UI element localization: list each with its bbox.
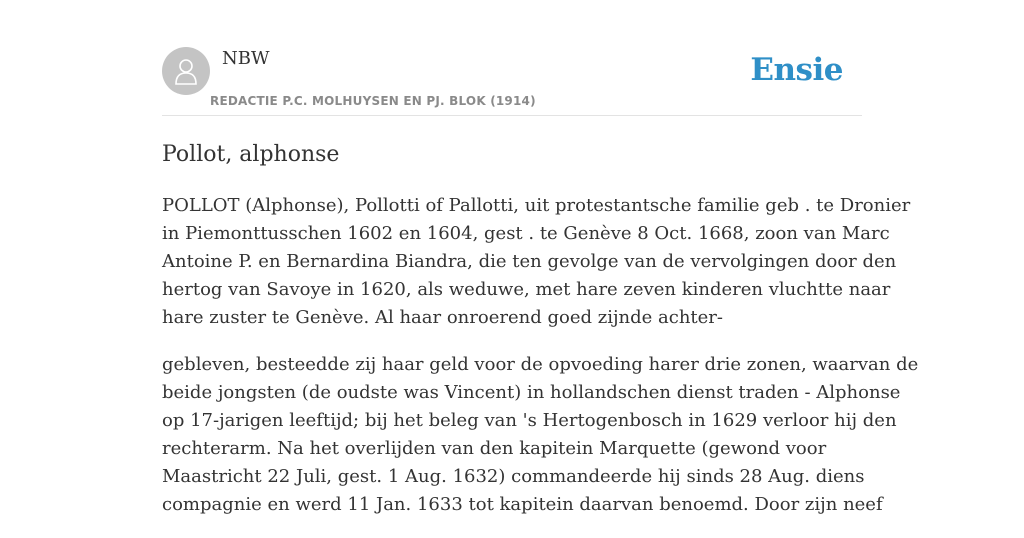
user-icon bbox=[173, 57, 199, 85]
author-avatar[interactable] bbox=[162, 47, 210, 95]
text-line: hertog van Savoye in 1620, als weduwe, met hare zeven kinderen vluchtte naar bbox=[162, 279, 891, 300]
text-line: gebleven, besteedde zij haar geld voor de opvoeding harer drie zonen, waarvan de bbox=[162, 354, 919, 375]
text-line: hare zuster te Genève. Al haar onroerend goed zijnde achter- bbox=[162, 307, 723, 328]
text-line: Antoine P. en Bernardina Biandra, die ten gevolge van de vervolgingen door den bbox=[162, 251, 897, 272]
author-byline: REDACTIE P.C. MOLHUYSEN EN PJ. BLOK (1914) bbox=[210, 94, 536, 108]
article-body bbox=[162, 192, 919, 538]
text-line: compagnie en werd 11 Jan. 1633 tot kapitein daarvan benoemd. Door zijn neef bbox=[162, 494, 883, 515]
text-line: Maastricht 22 Juli, gest. 1 Aug. 1632) commandeerde hij sinds 28 Aug. diens bbox=[162, 466, 865, 487]
article-title: Pollot, alphonse bbox=[162, 142, 340, 167]
paragraph bbox=[162, 192, 911, 332]
brand-logo[interactable]: Ensie bbox=[750, 52, 843, 88]
article-header bbox=[162, 46, 862, 116]
text-line: beide jongsten (de oudste was Vincent) in hollandschen dienst traden - Alphonse bbox=[162, 382, 901, 403]
text-line: POLLOT (Alphonse), Pollotti of Pallotti, uit protestantsche familie geb . te Dronier bbox=[162, 195, 911, 216]
text-line: rechterarm. Na het overlijden van den kapitein Marquette (gewond voor bbox=[162, 438, 827, 459]
header-divider bbox=[162, 115, 862, 116]
text-line: in Piemonttusschen 1602 en 1604, gest . te Genève 8 Oct. 1668, zoon van Marc bbox=[162, 223, 890, 244]
author-name[interactable]: NBW bbox=[222, 48, 270, 69]
text-line: op 17-jarigen leeftijd; bij het beleg van 's Hertogenbosch in 1629 verloor hij den bbox=[162, 410, 897, 431]
paragraph bbox=[162, 351, 919, 519]
